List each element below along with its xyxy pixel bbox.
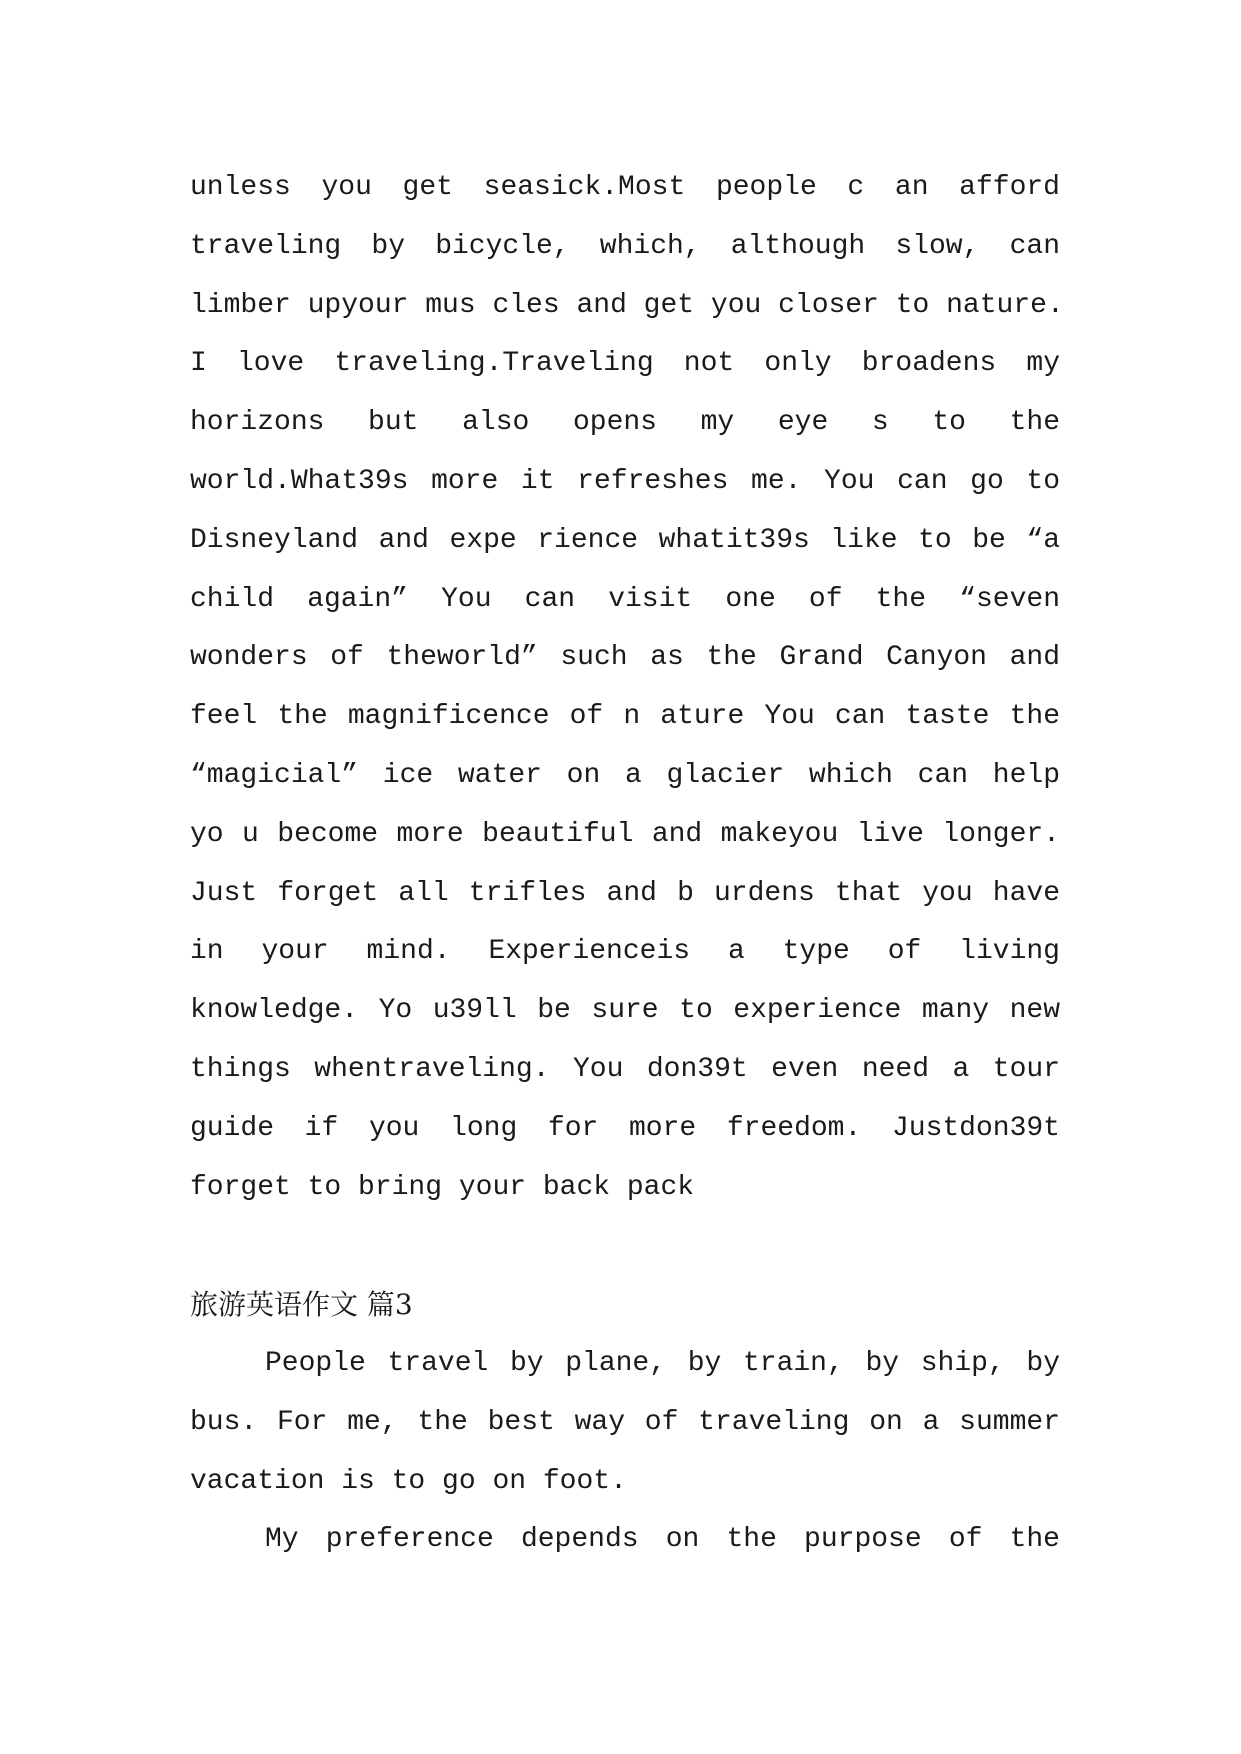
text-line: limber upyour mus cles and get you closer to nature. — [190, 289, 1064, 321]
text-line: feel the magnificence of n ature You can taste the — [190, 701, 1060, 733]
text-line: vacation is to go on foot. — [190, 1465, 627, 1497]
text-line: forget to bring your back pack — [190, 1171, 695, 1203]
text-line: in your mind. Experienceis a type of living — [190, 936, 1060, 968]
document-page — [190, 168, 1064, 1579]
text-line: bus. For me, the best way of traveling on a summer — [190, 1406, 1060, 1438]
text-line: child again” You can visit one of the “seven — [190, 583, 1060, 615]
paragraph-2 — [190, 1344, 1060, 1520]
text-line: world.What39s more it refreshes me. You can go to — [190, 465, 1060, 497]
text-line: Just forget all trifles and b urdens that you have — [190, 877, 1060, 909]
text-line: unless you get seasick.Most people c an afford — [190, 172, 1060, 203]
paragraph-3 — [190, 1520, 1060, 1579]
text-line: horizons but also opens my eye s to the — [190, 407, 1060, 439]
text-line: Disneyland and expe rience whatit39s like to be “a — [190, 524, 1060, 556]
text-line: My preference depends on the purpose of the — [265, 1524, 1060, 1556]
text-line: “magicial” ice water on a glacier which can help — [190, 759, 1060, 791]
paragraph-1 — [190, 168, 1064, 1226]
text-line: knowledge. Yo u39ll be sure to experience many new — [190, 995, 1060, 1027]
text-line: guide if you long for more freedom. Justdon39t — [190, 1112, 1060, 1144]
text-line: things whentraveling. You don39t even need a tour — [190, 1053, 1060, 1085]
section-heading: 旅游英语作文 篇3 — [190, 1288, 413, 1322]
text-line: traveling by bicycle, which, although slow, can — [190, 230, 1060, 262]
text-line: wonders of theworld” such as the Grand Canyon and — [190, 642, 1060, 674]
text-line: I love traveling.Traveling not only broadens my — [190, 348, 1060, 380]
text-line: yo u become more beautiful and makeyou live longer. — [190, 818, 1060, 850]
text-line: People travel by plane, by train, by ship, by — [265, 1347, 1060, 1379]
